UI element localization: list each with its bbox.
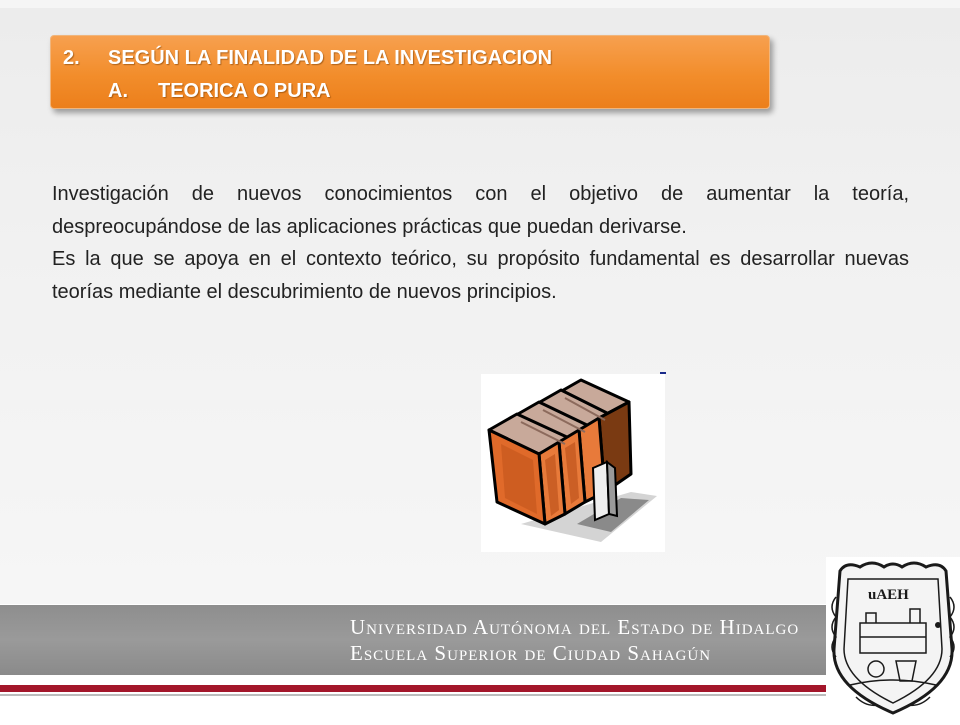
slide-top-strip (0, 0, 960, 8)
image-edge-mark (660, 372, 666, 374)
footer-gray-rule (0, 694, 960, 696)
heading-title: SEGÚN LA FINALIDAD DE LA INVESTIGACION (108, 47, 553, 69)
subheading-letter: A. (108, 80, 128, 102)
heading-box (50, 35, 770, 109)
books-icon (481, 374, 665, 552)
seal-text: uAEH (868, 587, 909, 603)
uaeh-seal-icon (826, 557, 960, 720)
footer-red-rule (0, 685, 960, 692)
subheading-title: TEORICA O PURA (158, 80, 331, 102)
paragraph-purpose: Es la que se apoya en el contexto teórico, su propósito fundamental es desarrollar nuevas teorías mediante el descubrimiento de nuevos principios. (52, 248, 909, 303)
school-name: Escuela Superior de Ciudad Sahagún (350, 641, 712, 665)
body-text (52, 178, 909, 308)
paragraph-definition: Investigación de nuevos conocimientos con el objetivo de aumentar la teoría, despreocupándose de las aplicaciones prácticas que puedan derivarse. (52, 183, 909, 238)
university-name: Universidad Autónoma del Estado de Hidalgo (350, 615, 800, 639)
heading-number: 2. (63, 47, 80, 69)
